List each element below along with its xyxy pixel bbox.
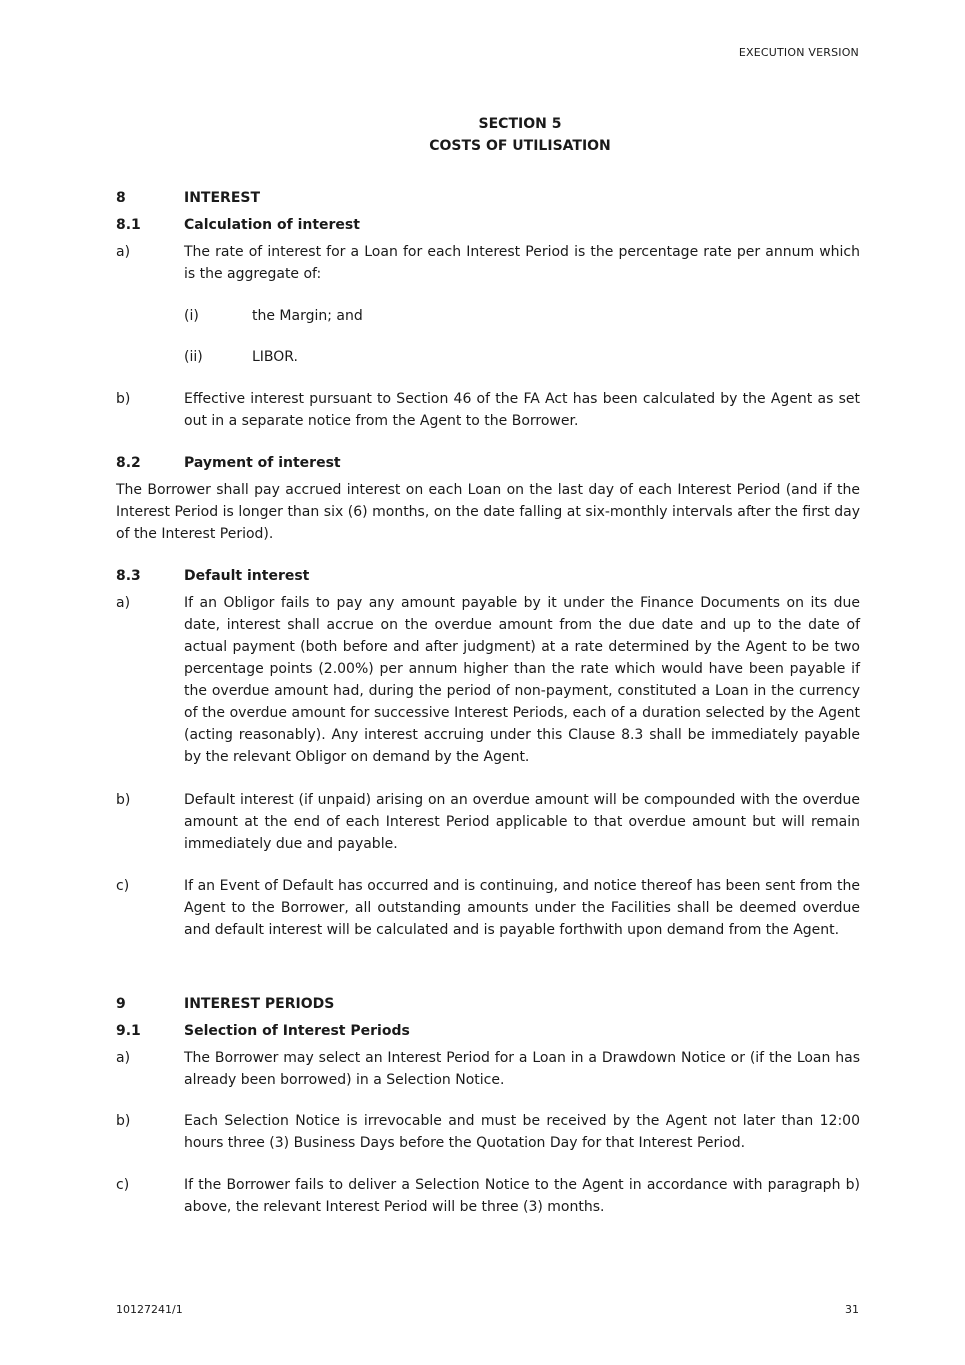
paragraph-label: b)	[116, 792, 131, 808]
paragraph-text: The Borrower may select an Interest Period for a Loan in a Drawdown Notice or (if the Loan has already been borrowed) in a Selection Notice.	[184, 1050, 860, 1088]
subparagraph-text: LIBOR.	[252, 349, 298, 365]
paragraph-text: Effective interest pursuant to Section 46 of the FA Act has been calculated by the Agent as set out in a separate notice from the Agent to the Borrower.	[184, 391, 860, 429]
paragraph-label: a)	[116, 595, 131, 611]
clause-number: 9	[116, 996, 126, 1012]
section-title: SECTION 5	[478, 116, 562, 132]
section-subtitle: COSTS OF UTILISATION	[429, 138, 611, 154]
clause-title: Default interest	[184, 568, 310, 584]
clause-title: INTEREST PERIODS	[184, 996, 335, 1012]
paragraph-text: If the Borrower fails to deliver a Selection Notice to the Agent in accordance with paragraph b) above, the relevant Interest Period will be three (3) months.	[184, 1177, 860, 1215]
clause-number: 8.1	[116, 217, 141, 233]
clause-title: Selection of Interest Periods	[184, 1023, 410, 1039]
paragraph-label: a)	[116, 1050, 131, 1066]
paragraph-label: c)	[116, 878, 130, 894]
execution-version-label: EXECUTION VERSION	[738, 46, 859, 59]
clause-8-3-a	[116, 592, 860, 768]
clause-title: Payment of interest	[184, 455, 341, 471]
paragraph-label: b)	[116, 391, 131, 407]
clause-8-heading	[116, 187, 860, 209]
clause-9-1-c	[116, 1174, 860, 1218]
clause-9-1-b	[116, 1110, 860, 1154]
paragraph-text: The rate of interest for a Loan for each Interest Period is the percentage rate per annum which is the aggregate of:	[184, 244, 860, 282]
paragraph-label: a)	[116, 244, 131, 260]
clause-9-heading	[116, 993, 860, 1015]
clause-8-1-b	[116, 388, 860, 432]
clause-8-1-a-ii	[184, 346, 298, 368]
clause-number: 9.1	[116, 1023, 141, 1039]
clause-8-3-c	[116, 875, 860, 941]
clause-9-1-a	[116, 1047, 860, 1091]
clause-8-3-b	[116, 789, 860, 855]
clause-8-1-a	[116, 241, 860, 285]
clause-8-1-heading	[116, 214, 860, 236]
subparagraph-label: (i)	[184, 308, 199, 324]
clause-8-2-heading	[116, 452, 860, 474]
page-number: 31	[845, 1303, 859, 1316]
clause-9-1-heading	[116, 1020, 860, 1042]
paragraph-text: Each Selection Notice is irrevocable and must be received by the Agent not later than 12:00 hours three (3) Business Days before the Quotation Day for that Interest Period.	[184, 1113, 860, 1151]
paragraph-text: If an Obligor fails to pay any amount payable by it under the Finance Documents on its due date, interest shall accrue on the overdue amount from the due date and up to the date of actual payment (both before and after judgment) at a rate determined by the Agent to be two percentage points (2.00%) per annum higher than the rate which would have been payable if the overdue amount had, during the period of non-payment, constituted a Loan in the currency of the overdue amount for successive Interest Periods, each of a duration selected by the Agent (acting reasonably). Any interest accruing under this Clause 8.3 shall be immediately payable by the relevant Obligor on demand by the Agent.	[184, 595, 860, 765]
clause-title: INTEREST	[184, 190, 261, 206]
clause-number: 8	[116, 190, 126, 206]
subparagraph-label: (ii)	[184, 349, 203, 365]
paragraph-label: c)	[116, 1177, 130, 1193]
clause-number: 8.2	[116, 455, 141, 471]
clause-number: 8.3	[116, 568, 141, 584]
clause-8-2-text: The Borrower shall pay accrued interest on each Loan on the last day of each Interest Period (and if the Interest Period is longer than six (6) months, on the date falling at six-monthly intervals after the first day of the Interest Period).	[116, 482, 860, 542]
document-reference: 10127241/1	[116, 1303, 183, 1316]
subparagraph-text: the Margin; and	[252, 308, 363, 324]
clause-8-3-heading	[116, 565, 860, 587]
paragraph-text: Default interest (if unpaid) arising on an overdue amount will be compounded with the overdue amount at the end of each Interest Period applicable to that overdue amount but will remain immediately due and payable.	[184, 792, 860, 852]
paragraph-text: If an Event of Default has occurred and is continuing, and notice thereof has been sent from the Agent to the Borrower, all outstanding amounts under the Facilities shall be deemed overdue and default interest will be calculated and is payable forthwith upon demand from the Agent.	[184, 878, 860, 938]
paragraph-label: b)	[116, 1113, 131, 1129]
clause-8-1-a-i	[184, 305, 363, 327]
clause-title: Calculation of interest	[184, 217, 360, 233]
